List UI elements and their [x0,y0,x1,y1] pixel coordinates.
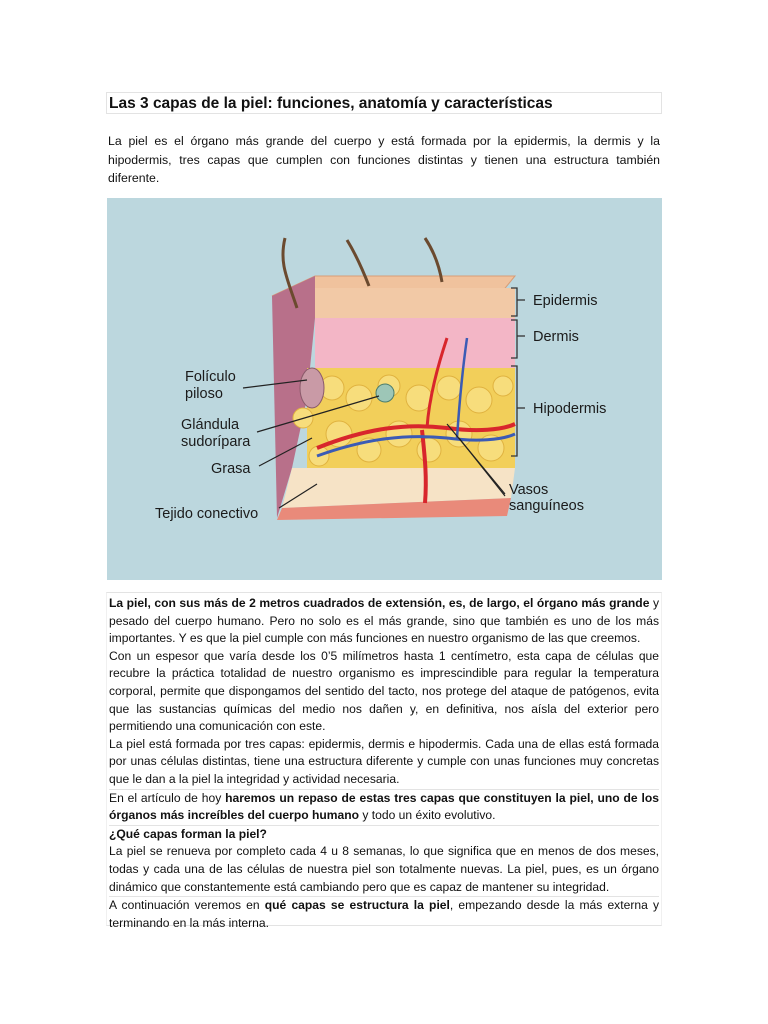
intro-paragraph: La piel es el órgano más grande del cuerpo y está formada por la epidermis, la dermis y la hipodermis, tres capas que cumplen con funciones distintas y tienen una estructura también diferente. [108,134,660,185]
hair-follicle [300,368,324,408]
paragraph-3: La piel está formada por tres capas: epidermis, dermis e hipodermis. Cada una de ellas está formada por unas células distintas, tiene una estructura diferente y cumple con unas funciones muy concretas que le dan a la piel la integridad y actividad necesaria. [109,736,659,786]
paragraph-6-start: A continuación veremos en [109,898,265,913]
skin-diagram-svg [107,198,662,580]
label-epidermis: Epidermis [533,293,598,309]
label-foliculo-2: piloso [185,386,223,402]
paragraph-6 [109,896,659,932]
paragraph-4 [109,789,659,825]
paragraph-2: Con un espesor que varía desde los 0’5 milímetros hasta 1 centímetro, esta capa de células que recubre la práctica totalidad de nuestro organismo es imprescindible para regular la temperatura corporal, permite que dispongamos del sentido del tacto, nos protege del ataque de patógenos, evita que las sustancias químicas del medio nos dañen y, en definitiva, nos aísla del exterior pero permitiendo una comunicación con este. [109,648,659,734]
label-vasos-2: sanguíneos [509,498,584,514]
paragraph-6-bold: qué capas se estructura la piel [264,898,450,913]
label-vasos-1: Vasos [509,482,549,498]
paragraph-4-end: y todo un éxito evolutivo. [359,808,496,823]
hair-3 [425,238,442,282]
dermis-layer [315,318,515,368]
paragraph-1-rest: y pesado del cuerpo humano. Pero no solo es el más grande, sino que también es uno de los más importantes. Y es que la piel cumple con más funciones en nuestro organismo de las que creemos. [109,596,659,646]
article-body [106,592,662,930]
paragraph-1 [109,595,659,648]
label-glandula-1: Glándula [181,417,240,433]
paragraph-4-bold: haremos un repaso de estas tres capas que constituyen la piel, uno de los órganos más increíbles del cuerpo humano [109,790,659,823]
label-glandula-2: sudorípara [181,434,251,450]
label-hipodermis: Hipodermis [533,401,607,417]
epidermis-layer [315,288,515,318]
paragraph-4-start: En el artículo de hoy [109,790,226,805]
paragraph-5: La piel se renueva por completo cada 4 u 8 semanas, lo que significa que en menos de dos meses, todas y cada una de las células de nuestra piel son totalmente nuevas. La piel, pues, es un órgano dinámico que constantemente está cambiando pero que es capaz de mantener su integridad. [109,844,659,894]
skin-layers-illustration [107,198,662,580]
paragraph-1-bold: La piel, con sus más de 2 metros cuadrados de extensión, es, de largo, el órgano más grande [109,596,650,610]
label-grasa: Grasa [211,461,251,477]
sweat-gland [376,384,394,402]
label-tejido-conectivo: Tejido conectivo [155,506,259,522]
label-foliculo-1: Folículo [185,369,236,385]
paragraph-6-end: , empezando desde la más externa y terminando en la más interna. [109,898,660,930]
section-heading [109,825,659,844]
section-heading-text: ¿Qué capas forman la piel? [109,826,267,841]
label-dermis: Dermis [533,329,579,345]
document-title: Las 3 capas de la piel: funciones, anatomía y características [106,92,662,114]
